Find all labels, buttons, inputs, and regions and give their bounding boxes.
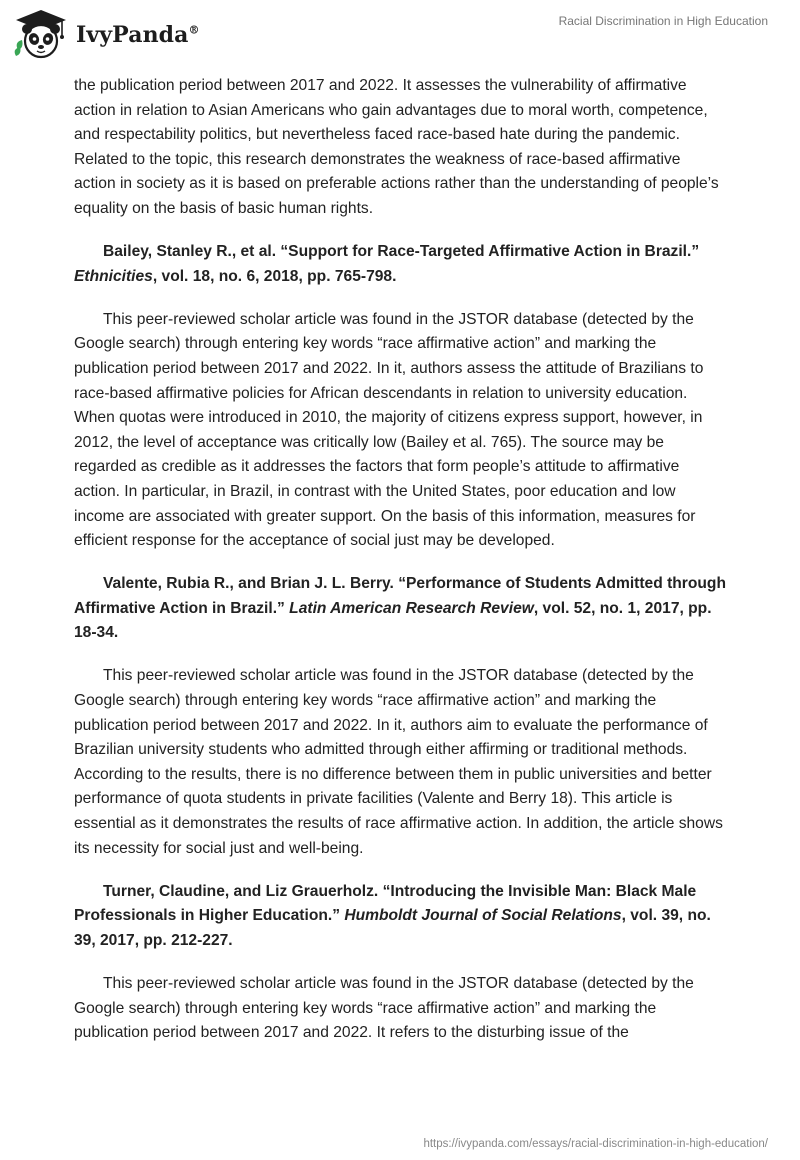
citation-text: Valente, Rubia R., and Brian J. L. Berry. “Performance of Students Admitted through Affirmative Action in Brazil.”	[74, 575, 726, 617]
citation-text: Bailey, Stanley R., et al. “Support for Race-Targeted Affirmative Action in Brazil.”	[103, 243, 700, 261]
citation-details: , vol. 52, no. 1, 2017, pp. 18-34.	[74, 599, 712, 642]
citation-text: Turner, Claudine, and Liz Grauerholz. “Introducing the Invisible Man: Black Male Professionals in Higher Education.”	[74, 882, 697, 925]
citation-turner	[74, 880, 726, 954]
panda-graduate-icon	[12, 6, 70, 62]
citation-details: , vol. 39, no. 39, 2017, pp. 212-227.	[74, 907, 711, 949]
citation-valente	[74, 572, 726, 646]
annotation-bailey: This peer-reviewed scholar article was found in the JSTOR database (detected by the Google search) through entering key words “race affirmative action” and marking the publication period between 2017 and 2022. In it, authors assess the attitude of Brazilians to race-based affirmative policies for African descendants in relation to university education. When quotas were introduced in 2010, the majority of citizens express support, however, in 2012, the level of acceptance was critically low (Bailey et al. 765). The source may be regarded as credible as it addresses the factors that form people’s attitude to affirmative action. In particular, in Brazil, in contrast with the United States, poor education and low income are associated with greater support. On the basis of this information, measures for efficient response for the acceptance of social just may be developed.	[74, 310, 704, 550]
paragraph-continuation: the publication period between 2017 and 2022. It assesses the vulnerability of affirmative action in relation to Asian Americans who gain advantages due to moral worth, competence, and respectability politics, but nevertheless faced race-based hate during the pandemic. Related to the topic, this research demonstrates the weakness of race-based affirmative action in society as it is based on preferable actions rather than the understanding of people’s equality on the basis of basic human rights.	[74, 77, 719, 217]
citation-details: , vol. 18, no. 6, 2018, pp. 765-798.	[152, 267, 397, 285]
source-url[interactable]: https://ivypanda.com/essays/racial-discrimination-in-high-education/	[423, 1138, 768, 1150]
document-body	[74, 74, 726, 1064]
citation-journal: Humboldt Journal of Social Relations	[344, 907, 622, 925]
brand-name: IvyPanda®	[76, 22, 200, 48]
annotation-turner: This peer-reviewed scholar article was found in the JSTOR database (detected by the Google search) through entering key words “race affirmative action” and marking the publication period between 2017 and 2022. It refers to the disturbing issue of the	[74, 975, 694, 1042]
annotation-valente: This peer-reviewed scholar article was found in the JSTOR database (detected by the Google search) through entering key words “race affirmative action” and marking the publication period between 2017 and 2022. In it, authors aim to evaluate the performance of Brazilian university students who admitted through either affirming or traditional methods. According to the results, there is no difference between them in public universities and better performance of quota students in private facilities (Valente and Berry 18). This article is essential as it demonstrates the results of race affirmative action. In addition, the article shows its necessity for social just and well-being.	[74, 667, 723, 857]
page-header	[0, 0, 800, 68]
citation-journal: Ethnicities	[74, 267, 153, 285]
registered-mark: ®	[188, 23, 200, 37]
citation-bailey	[74, 240, 726, 289]
document-title: Racial Discrimination in High Education	[558, 14, 768, 28]
citation-journal: Latin American Research Review	[289, 599, 534, 617]
ivypanda-logo[interactable]	[12, 6, 200, 62]
